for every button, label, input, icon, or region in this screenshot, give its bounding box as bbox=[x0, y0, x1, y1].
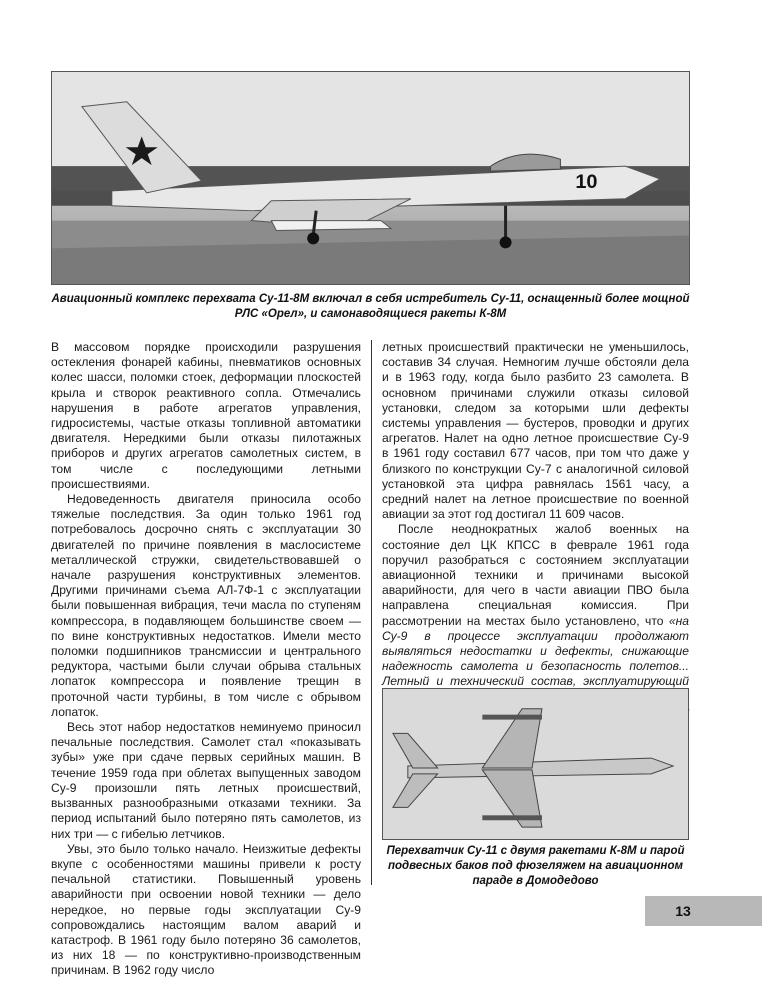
page-number: 13 bbox=[675, 903, 691, 919]
paragraph: В массовом порядке происходили разрушения остекления фонарей кабины, пневматиков основных колес шасси, поломки стоек, деформации плоскостей крыла и створок реактивного сопла. Отмечались нарушения в работе агрегатов управления, гидросистемы, частые отказы топливной автоматики двигателя. Нередкими были отказы пилотажных приборов и других агрегатов самолетных систем, в том числе с последующими летными происшествиями. bbox=[51, 340, 361, 491]
paragraph-quote: «на Су-9 в процессе эксплуатации продолжают выявляться недостатки и дефекты, снижающие надежность самолета и безопасность полетов... Летный и технический состав, эксплуатирующий bbox=[382, 613, 689, 689]
top-aircraft-photo bbox=[51, 71, 690, 285]
bottom-aircraft-photo bbox=[382, 688, 689, 840]
paragraph: Недоведенность двигателя приносила особо тяжелые последствия. За один только 1961 год потребовалось досрочно снять с эксплуатации 30 двигателей по причине появления в маслосистеме металлической стружки, свидетельствовавшей о начале разрушения конструктивных элементов. Другими причинами съема АЛ-7Ф-1 с эксплуатации были повышенная вибрация, течи масла по ступеням компрессора, в подавляющем большинстве своем — по вине конструктивных недостатков. Имели место поломки подшипников трансмиссии и центрального редуктора, частыми были случаи обрыва стальных лопаток компрессора и появление трещин в проточной части турбины, в том числе с обрывом лопаток. bbox=[51, 492, 361, 719]
column-divider bbox=[371, 340, 372, 885]
tail-number: 10 bbox=[575, 170, 598, 193]
left-text-column bbox=[51, 340, 361, 979]
paragraph: летных происшествий практически не уменьшилось, составив 34 случая. Немногим лучше обстояли дела и в 1963 году, когда было разбито 23 самолета. В основном причинами служили отказы силовой установки, следом за которыми шли дефекты системы управления — бустеров, проводки и других агрегатов. Налет на одно летное происшествие Су-9 в 1961 году составил 677 часов, при том что даже у близкого по конструкции Су-7 с аналогичной силовой установкой эта цифра равнялась 1561 часу, а средний налет на летное происшествие по военной авиации за этот год достигал 11 609 часов. bbox=[382, 340, 689, 522]
paragraph: Увы, это было только начало. Неизжитые дефекты вкупе с особенностями машины привели к росту печальной статистики. Повышенный уровень аварийности при освоении новой техники — дело нередкое, но первые годы эксплуатации Су-9 сопровождались настоящим валом аварий и катастроф. В 1961 году было потеряно 36 самолетов, из них 18 — по конструктивно-производственным причинам. В 1962 году число bbox=[51, 841, 361, 978]
bottom-photo-caption: Перехватчик Су-11 с двумя ракетами К-8М и парой подвесных баков под фюзеляжем на авиационном параде в Домодедово bbox=[386, 845, 685, 887]
paragraph: Весь этот набор недостатков неминуемо приносил печальные последствия. Самолет стал «показывать зубы» уже при сдаче первых серийных машин. В течение 1959 года при облетах выпущенных заводом Су-9 произошли пять летных происшествий, вызванных разнообразными отказами техники. За период испытаний было потеряно пять самолетов, из них три — с гибелью летчиков. bbox=[51, 720, 361, 841]
top-photo-caption: Авиационный комплекс перехвата Су-11-8М включал в себя истребитель Су-11, оснащенный более мощной РЛС «Орел», и самонаводящиеся ракеты К-8М bbox=[51, 293, 690, 320]
right-text-column bbox=[382, 340, 689, 735]
paragraph-text: После неоднократных жалоб военных на состояние дел ЦК КПСС в феврале 1961 года поручил разобраться с состоянием эксплуатации авиационной техники и причинами высокой аварийности, для чего в части авиации ПВО была направлена специальная комиссия. При рассмотрении на местах было установлено, что bbox=[382, 522, 689, 628]
